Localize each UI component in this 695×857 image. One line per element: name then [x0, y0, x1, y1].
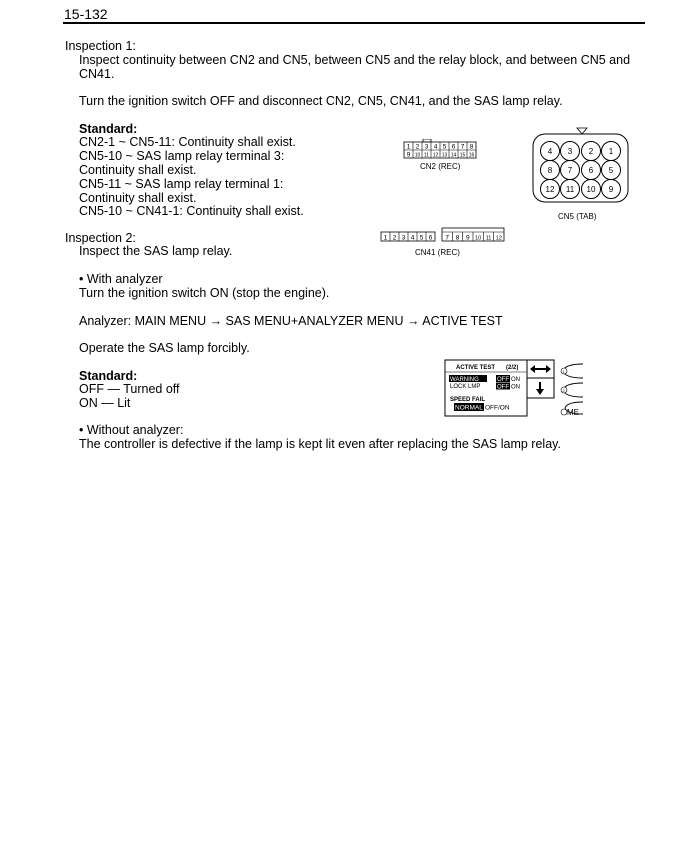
cn41-caption: CN41 (REC): [415, 248, 460, 257]
operate-instruction: Operate the SAS lamp forcibly.: [79, 341, 250, 355]
cn5-pin-label: 7: [567, 166, 573, 175]
cn5-pin-label: 6: [588, 166, 594, 175]
ignition-on: Turn the ignition switch ON (stop the engine).: [79, 286, 330, 300]
standard-label: Standard:: [79, 122, 138, 136]
cn5-pin-label: 2: [588, 147, 594, 156]
inspection1-heading: Inspection 1:: [65, 39, 136, 53]
side-button-label: 2: [562, 388, 565, 393]
cn41-pin: 1: [383, 234, 388, 242]
cn41-pin: 6: [428, 234, 433, 242]
cn41-pin: 12: [495, 235, 502, 242]
cn2-pin: 1: [406, 143, 411, 151]
standard-line: CN5-10 ~ SAS lamp relay terminal 3:: [79, 149, 285, 163]
screen-off: OFF: [497, 384, 509, 391]
cn41-pin: 2: [392, 234, 397, 242]
cn2-pin: 15: [459, 152, 466, 159]
cn5-pin-label: 9: [608, 185, 614, 194]
cn41-pin: 11: [485, 235, 492, 242]
cn2-pin: 12: [432, 152, 439, 159]
screen-on: ON: [511, 384, 520, 391]
cn2-pin: 8: [469, 143, 474, 151]
inspection1-line: Inspect continuity between CN2 and CN5, between CN5 and the relay block, and between CN5 and: [79, 53, 631, 67]
side-button-label: ME: [567, 408, 579, 417]
cn41-pin: 4: [410, 234, 415, 242]
cn41-pin: 10: [475, 235, 482, 242]
cn2-pin: 16: [468, 152, 475, 159]
page-number: 15-132: [64, 6, 108, 22]
side-button-label: 1: [562, 369, 565, 374]
cn5-pin-label: 10: [586, 185, 596, 194]
cn5-pin-label: 3: [567, 147, 573, 156]
screen-off: OFF: [497, 377, 509, 383]
analyzer-screen: [443, 358, 585, 422]
standard-label-2: Standard:: [79, 369, 138, 383]
cn2-pin: 9: [406, 151, 411, 159]
cn5-pin-label: 4: [547, 147, 553, 156]
cn2-pin: 7: [460, 143, 465, 151]
screen-offon: OFF/ON: [485, 404, 510, 412]
standard-line: Continuity shall exist.: [79, 191, 197, 205]
conclusion: The controller is defective if the lamp is kept lit even after replacing the SAS lamp relay.: [79, 437, 561, 451]
with-analyzer: • With analyzer: [79, 272, 163, 286]
cn5-caption: CN5 (TAB): [558, 212, 597, 221]
cn41-pin: 3: [401, 234, 406, 242]
cn5-connector: [530, 125, 635, 225]
standard-line: CN2-1 ~ CN5-11: Continuity shall exist.: [79, 135, 296, 149]
cn5-pin-label: 5: [608, 166, 614, 175]
cn2-pin: 11: [423, 152, 430, 159]
cn2-pin: 4: [433, 143, 438, 151]
cn2-pin: 10: [414, 152, 421, 159]
screen-row-label: LOCK LMP: [450, 384, 481, 390]
cn2-pin: 14: [450, 152, 457, 159]
cn2-pin: 5: [442, 143, 447, 151]
cn41-connector: [378, 227, 508, 261]
screen-page: (2/2): [506, 365, 519, 371]
cn41-pin: 5: [419, 234, 424, 242]
without-analyzer: • Without analyzer:: [79, 423, 184, 437]
inspection2-heading: Inspection 2:: [65, 231, 136, 245]
inspection1-instruction: Turn the ignition switch OFF and disconnect CN2, CN5, CN41, and the SAS lamp relay.: [79, 94, 563, 108]
analyzer-path: Analyzer: MAIN MENU → SAS MENU+ANALYZER MENU → ACTIVE TEST: [79, 314, 503, 328]
cn5-pin-label: 8: [547, 166, 553, 175]
cn2-pin: 6: [451, 143, 456, 151]
cn2-connector: [400, 139, 482, 175]
screen-title: ACTIVE TEST: [456, 365, 496, 371]
screen-row-label: SPEED FAIL: [450, 397, 486, 403]
cn2-pin: 2: [415, 143, 420, 151]
standard-off: OFF — Turned off: [79, 382, 180, 396]
standard-line: CN5-11 ~ SAS lamp relay terminal 1:: [79, 177, 284, 191]
screen-row-label: WARNING: [450, 377, 479, 383]
screen-on: ON: [511, 377, 520, 383]
cn5-pin-label: 1: [608, 147, 614, 156]
cn2-caption: CN2 (REC): [420, 162, 461, 171]
left-right-arrow-icon: [530, 365, 551, 373]
cn2-pin: 3: [424, 143, 429, 151]
cn5-pin-label: 12: [545, 185, 555, 194]
cn5-pin-label: 11: [565, 185, 575, 194]
standard-line: CN5-10 ~ CN41-1: Continuity shall exist.: [79, 204, 304, 218]
cn41-pin: 9: [466, 234, 470, 242]
inspection2-line: Inspect the SAS lamp relay.: [79, 244, 233, 258]
header-rule: [63, 22, 645, 24]
standard-line: Continuity shall exist.: [79, 163, 197, 177]
standard-on: ON — Lit: [79, 396, 131, 410]
inspection1-line: CN41.: [79, 67, 115, 81]
cn41-pin: 7: [445, 234, 449, 242]
cn2-pin: 13: [441, 152, 448, 159]
cn41-pin: 8: [455, 234, 460, 242]
down-arrow-icon: [536, 382, 544, 395]
screen-normal: NORMAL: [455, 404, 483, 412]
